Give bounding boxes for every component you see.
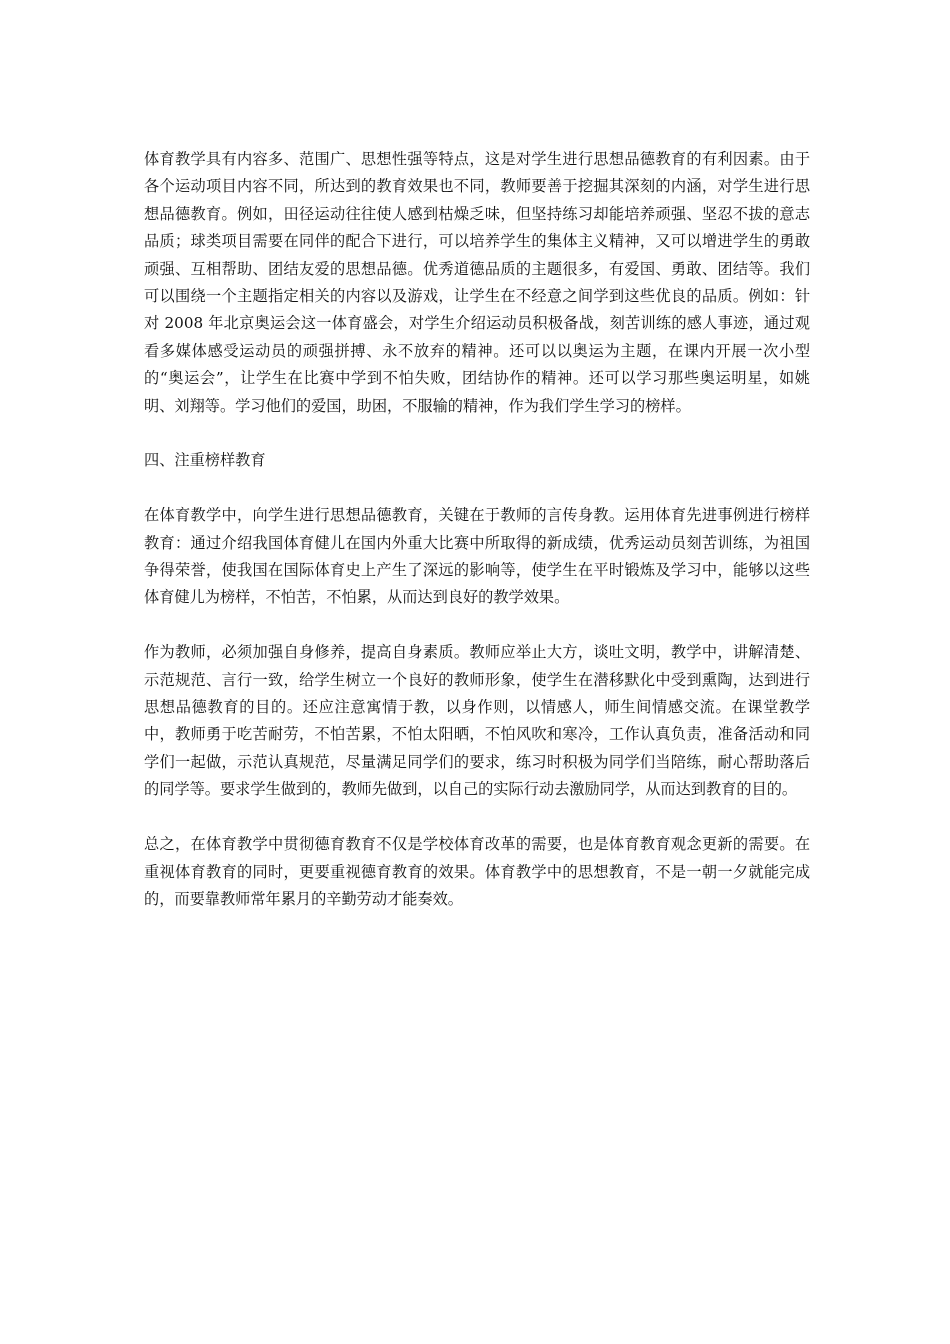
section-heading-role-model-education: 四、注重榜样教育	[144, 451, 266, 470]
paragraph-teacher-self-cultivation: 作为教师，必须加强自身修养，提高自身素质。教师应举止大方，谈吐文明，教学中，讲解清楚、示范规范、言行一致，给学生树立一个良好的教师形象，使学生在潜移默化中受到熏陶，达到进行思想品德教育的目的。还应注意寓情于教，以身作则，以情感人，师生间情感交流。在课堂教学中，教师勇于吃苦耐劳，不怕苦累，不怕太阳晒，不怕风吹和寒冷，工作认真负责，准备活动和同学们一起做，示范认真规范，尽量满足同学们的要求，练习时积极为同学们当陪练，耐心帮助落后的同学等。要求学生做到的，教师先做到，以自己的实际行动去激励同学，从而达到教育的目的。	[144, 643, 810, 799]
paragraph-role-model-examples: 在体育教学中，向学生进行思想品德教育，关键在于教师的言传身教。运用体育先进事例进行榜样教育：通过介绍我国体育健儿在国内外重大比赛中所取得的新成绩，优秀运动员刻苦训练，为祖国争得荣誉，使我国在国际体育史上产生了深远的影响等，使学生在平时锻炼及学习中，能够以这些体育健儿为榜样，不怕苦，不怕累，从而达到良好的教学效果。	[144, 506, 810, 607]
document-body	[144, 146, 810, 941]
paragraph-conclusion: 总之，在体育教学中贯彻德育教育不仅是学校体育改革的需要，也是体育教育观念更新的需要。在重视体育教育的同时，更要重视德育教育的效果。体育教学中的思想教育，不是一朝一夕就能完成的，而要靠教师常年累月的辛勤劳动才能奏效。	[144, 835, 810, 908]
paragraph-moral-education-content: 体育教学具有内容多、范围广、思想性强等特点，这是对学生进行思想品德教育的有利因素。由于各个运动项目内容不同，所达到的教育效果也不同，教师要善于挖掘其深刻的内涵，对学生进行思想品德教育。例如，田径运动往往使人感到枯燥乏味，但坚持练习却能培养顽强、坚忍不拔的意志品质；球类项目需要在同伴的配合下进行，可以培养学生的集体主义精神，又可以增进学生的勇敢顽强、互相帮助、团结友爱的思想品德。优秀道德品质的主题很多，有爱国、勇敢、团结等。我们可以围绕一个主题指定相关的内容以及游戏，让学生在不经意之间学到这些优良的品质。例如：针对 2008 年北京奥运会这一体育盛会，对学生介绍运动员积极备战，刻苦训练的感人事迹，通过观看多媒体感受运动员的顽强拼搏、永不放弃的精神。还可以以奥运为主题，在课内开展一次小型的“奥运会”，让学生在比赛中学到不怕失败，团结协作的精神。还可以学习那些奥运明星，如姚明、刘翔等。学习他们的爱国，助困，不服输的精神，作为我们学生学习的榜样。	[144, 150, 810, 415]
